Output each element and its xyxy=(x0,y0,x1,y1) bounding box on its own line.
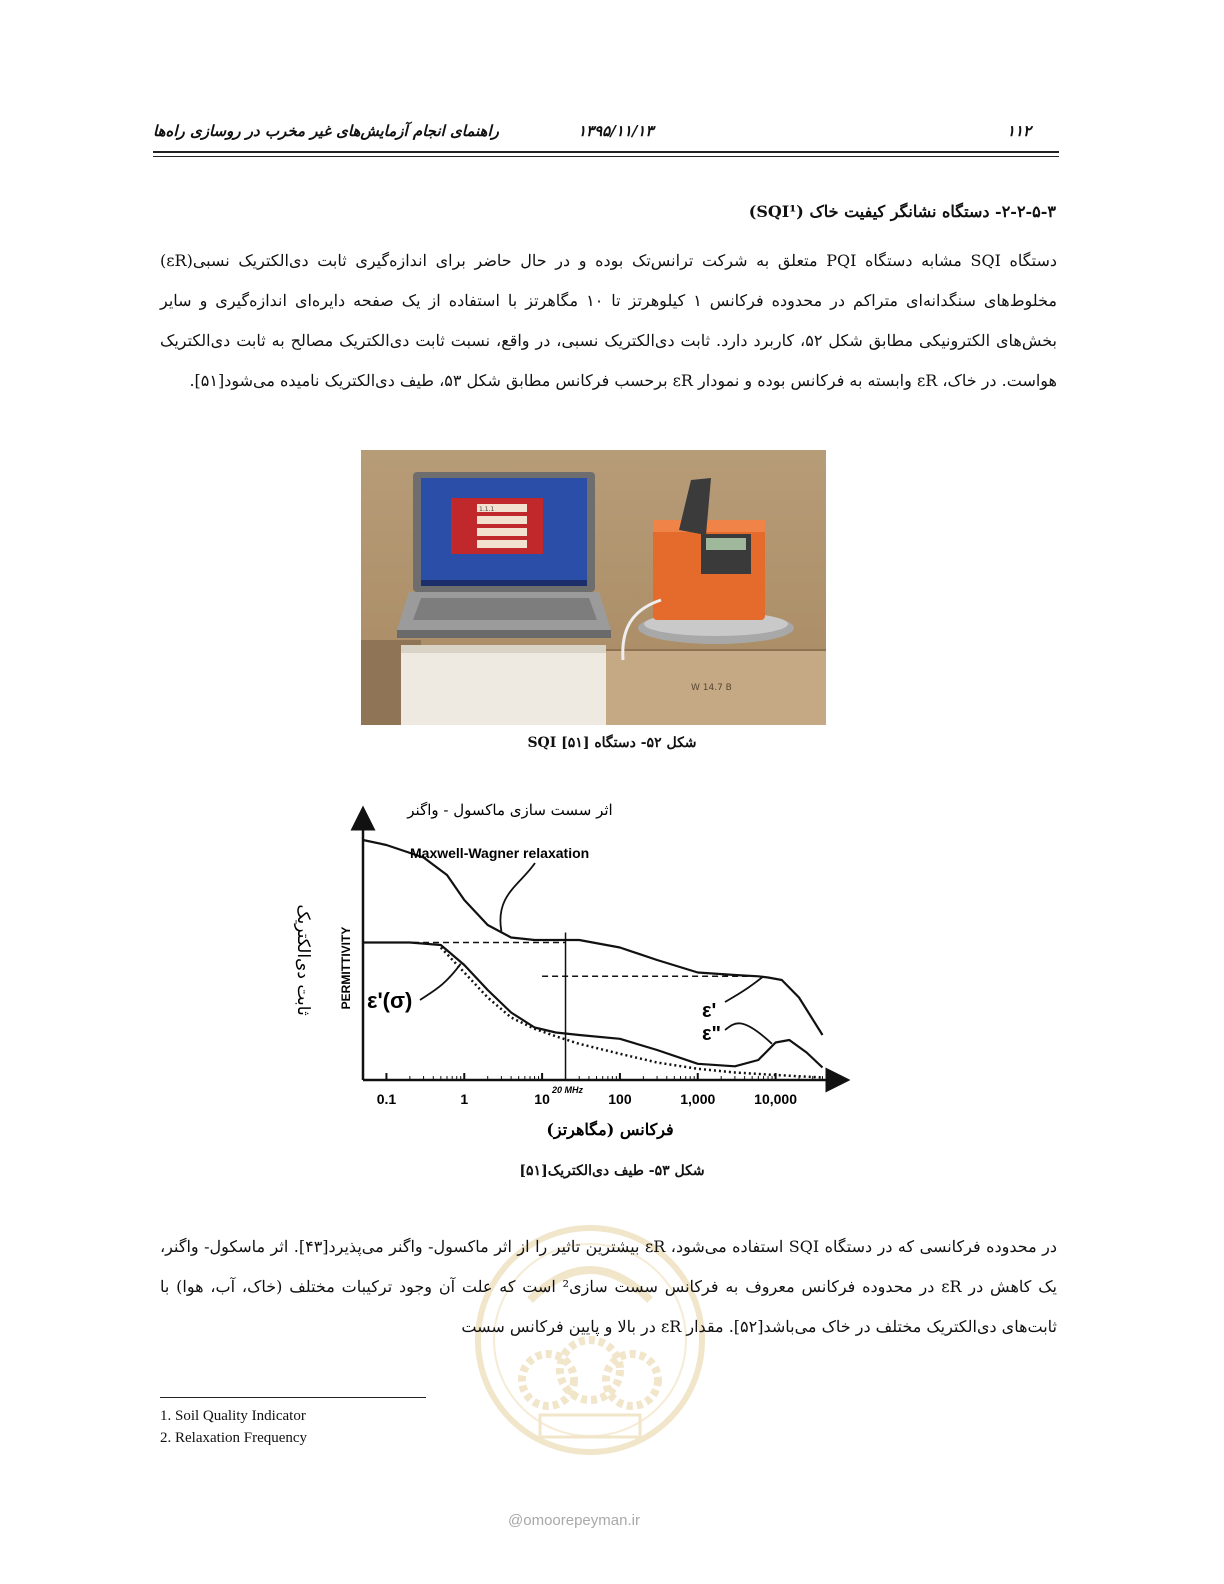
x-axis-label: فرکانس (مگاهرتز) xyxy=(546,1120,674,1139)
epsilon-sigma-label: ε'(σ) xyxy=(367,988,413,1013)
figure-52-caption: شکل ۵۲- دستگاه SQI [۵۱] xyxy=(527,735,697,751)
x-tick-label-4: 1,000 xyxy=(680,1091,716,1107)
chart-svg xyxy=(270,790,850,1150)
epsilon-prime-label: ε' xyxy=(702,1000,717,1022)
figure-53-caption: شکل ۵۳- طیف دی‌الکتریک[۵۱] xyxy=(519,1163,705,1179)
page-header xyxy=(153,118,1059,146)
chart-title: اثر سست سازی ماکسول - واگنر xyxy=(407,801,613,819)
page-number: ۱۱۲ xyxy=(1006,122,1031,140)
section-heading: ۲-۲-۵-۳- دستگاه نشانگر کیفیت خاک (SQI¹) xyxy=(748,202,1056,221)
y-axis-inner-label: PERMITTIVITY xyxy=(339,926,353,1010)
series-line-1 xyxy=(363,943,823,1068)
maxwell-wagner-label: Maxwell-Wagner relaxation xyxy=(410,845,590,861)
svg-text:1.1.1: 1.1.1 xyxy=(479,506,495,513)
x-tick-label-2: 10 xyxy=(534,1091,550,1107)
series-line-2 xyxy=(441,948,823,1078)
svg-text:W 14.7 B: W 14.7 B xyxy=(691,683,732,693)
epsilon-double-prime-label: ε" xyxy=(702,1023,721,1045)
dielectric-spectrum-chart xyxy=(270,790,850,1150)
footnote-1: 1. Soil Quality Indicator xyxy=(160,1408,306,1424)
x-tick-label-1: 1 xyxy=(460,1091,469,1107)
watermark-url: @omoorepeyman.ir xyxy=(508,1512,640,1529)
sqi-device-photo xyxy=(361,450,826,725)
epsilon-double-prime-pointer xyxy=(725,1023,772,1043)
header-date: ۱۳۹۵/۱۱/۱۳ xyxy=(578,122,654,140)
marker-20mhz-label: 20 MHz xyxy=(552,1085,584,1095)
header-rule-thin xyxy=(153,156,1059,157)
footnote-separator xyxy=(160,1397,426,1398)
y-axis-outer-label: ثابت دی‌الکتریک xyxy=(293,904,313,1016)
maxwell-wagner-pointer xyxy=(500,863,535,931)
epsilon-prime-pointer xyxy=(725,976,764,1002)
x-tick-label-0: 0.1 xyxy=(376,1091,397,1107)
header-rule-thick xyxy=(153,151,1059,153)
paragraph-1: دستگاه SQI مشابه دستگاه PQI متعلق به شرکت ترانس‌تک بوده و در حال حاضر برای اندازه‌گیری ثابت دی‌الکتریک نسبی(εR) مخلوط‌های سنگدانه‌ای متراکم در محدوده فرکانس ۱ کیلوهرتز تا ۱۰ مگاهرتز با استفاده از یک صفحه دایره‌ای اندازه‌گیری و سایر بخش‌های الکترونیکی مطابق شکل ۵۲، کاربرد دارد. ثابت دی‌الکتریک نسبی، در واقع، نسبت ثابت دی‌الکتریک مصالح به ثابت دی‌الکتریک هواست. در خاک، εR وابسته به فرکانس بوده و نمودار εR برحسب فرکانس مطابق شکل ۵۳، طیف دی‌الکتریک نامیده می‌شود[۵۱]. xyxy=(160,251,1058,390)
footnote-2: 2. Relaxation Frequency xyxy=(160,1430,308,1446)
series-line-0 xyxy=(363,840,823,1035)
epsilon-sigma-pointer xyxy=(420,964,461,1000)
book-title: راهنمای انجام آزمایش‌های غیر مخرب در روسازی راه‌ها xyxy=(153,122,499,140)
x-tick-label-3: 100 xyxy=(608,1091,632,1107)
paragraph-2: در محدوده فرکانسی که در دستگاه SQI استفاده می‌شود، εR بیشترین تاثیر را از اثر ماکسول- واگنر می‌پذیرد[۴۳]. اثر ماسکول- واگنر، یک کاهش در εR در محدوده فرکانس معروف به فرکانس سست سازی² است که علت آن وجود ترکیبات مختلف (خاک، آب، هوا) با ثابت‌های دی‌الکتریک مختلف در خاک می‌باشد[۵۲]. مقدار εR در بالا و پایین فرکانس سست xyxy=(160,1237,1057,1336)
at-icon: @ xyxy=(508,1512,524,1529)
x-tick-label-5: 10,000 xyxy=(754,1091,798,1107)
